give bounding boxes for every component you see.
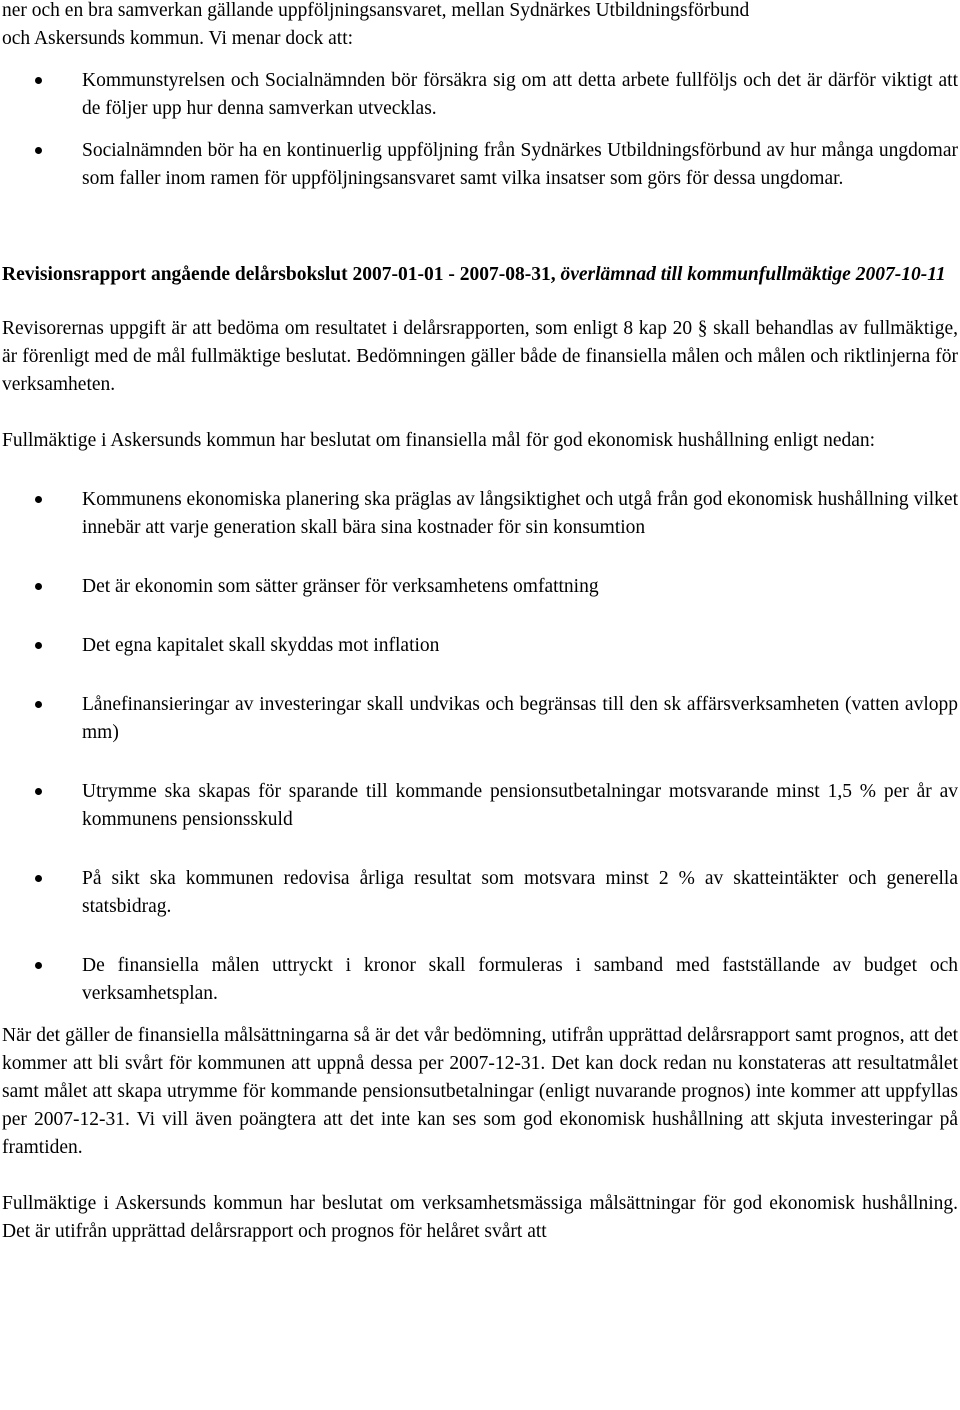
paragraph-revisor-task: Revisorernas uppgift är att bedöma om resultatet i delårsrapporten, som enligt 8 kap 20 § skall behandlas av fullmäktige, är förenligt med de mål fullmäktige beslutat. Bedömningen gäller både de finansiella målen och målen och riktlinjerna för verksamheten. <box>2 318 958 395</box>
intro-line-1: ner och en bra samverkan gällande uppföljningsansvaret, mellan Sydnärkes Utbildningsförbund <box>2 0 750 21</box>
list-item: Det egna kapitalet skall skyddas mot inflation <box>2 632 958 660</box>
bullet-list-1 <box>2 67 958 193</box>
list-item: Det är ekonomin som sätter gränser för verksamhetens omfattning <box>2 573 958 601</box>
list-item: Kommunens ekonomiska planering ska präglas av långsiktighet och utgå från god ekonomisk hushållning vilket innebär att varje generation skall bära sina kostnader för sin konsumtion <box>2 486 958 542</box>
paragraph-operational-goals: Fullmäktige i Askersunds kommun har beslutat om verksamhetsmässiga målsättningar för god ekonomisk hushållning. Det är utifrån upprättad delårsrapport och prognos för helåret svårt att <box>2 1193 958 1242</box>
document-page <box>2 0 958 1246</box>
list-item: Utrymme ska skapas för sparande till kommande pensionsutbetalningar motsvarande minst 1,5 % per år av kommunens pensionsskuld <box>2 778 958 834</box>
section-heading <box>2 261 958 289</box>
paragraph-assessment: När det gäller de finansiella målsättningarna så är det vår bedömning, utifrån upprättad delårsrapport samt prognos, att det kommer att bli svårt för kommunen att uppnå dessa per 2007-12-31. Det kan dock redan nu konstateras att resultatmålet samt målet att skapa utrymme för kommande pensionsutbetalningar (enligt nuvarande prognos) inte kommer att uppfyllas per 2007-12-31. Vi vill även poängtera att det inte kan ses som god ekonomisk hushållning att skjuta investeringar på framtiden. <box>2 1025 958 1158</box>
heading-bold: Revisionsrapport angående delårsbokslut 2007-01-01 - 2007-08-31, <box>2 264 561 285</box>
list-item: Socialnämnden bör ha en kontinuerlig uppföljning från Sydnärkes Utbildningsförbund av hur många ungdomar som faller inom ramen för uppföljningsansvaret samt vilka insatser som görs för dessa ungdomar. <box>2 137 958 193</box>
heading-italic: överlämnad till kommunfullmäktige 2007-10-11 <box>560 264 946 285</box>
list-item: Lånefinansieringar av investeringar skall undvikas och begränsas till den sk affärsverksamheten (vatten avlopp mm) <box>2 691 958 747</box>
intro-paragraph <box>2 0 958 53</box>
paragraph-financial-goals-intro: Fullmäktige i Askersunds kommun har beslutat om finansiella mål för god ekonomisk hushållning enligt nedan: <box>2 430 876 451</box>
bullet-list-2 <box>2 486 958 1008</box>
list-item: På sikt ska kommunen redovisa årliga resultat som motsvara minst 2 % av skatteintäkter och generella statsbidrag. <box>2 865 958 921</box>
list-item: De finansiella målen uttryckt i kronor skall formuleras i samband med fastställande av budget och verksamhetsplan. <box>2 952 958 1008</box>
list-item: Kommunstyrelsen och Socialnämnden bör försäkra sig om att detta arbete fullföljs och det är därför viktigt att de följer upp hur denna samverkan utvecklas. <box>2 67 958 123</box>
intro-line-2: och Askersunds kommun. Vi menar dock att: <box>2 28 354 49</box>
